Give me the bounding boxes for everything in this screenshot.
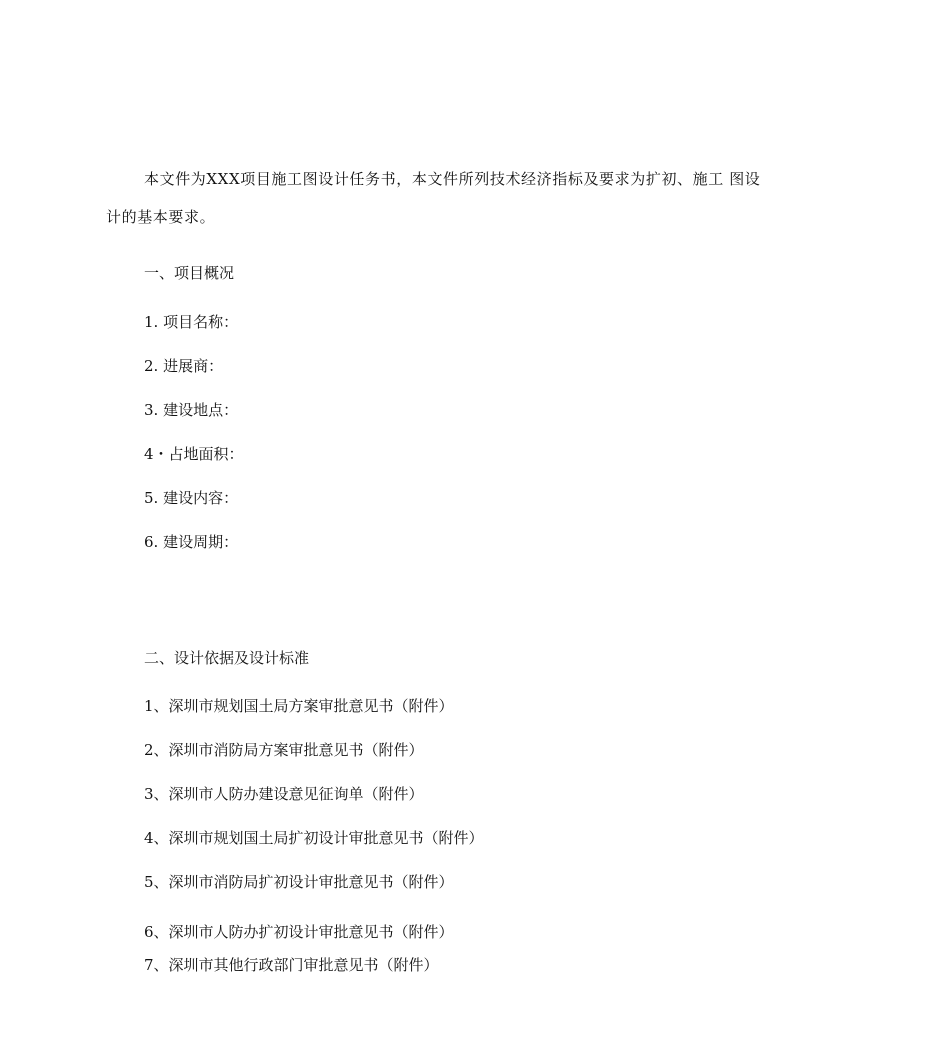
list-item-design-basis-1: 1、深圳市规划国土局方案审批意见书（附件）	[144, 697, 454, 715]
list-item-project-name: 1. 项目名称：	[144, 313, 239, 331]
list-item-design-basis-4: 4、深圳市规划国土局扩初设计审批意见书（附件）	[144, 829, 484, 847]
list-item-construction-period: 6. 建设周期：	[144, 533, 239, 551]
intro-paragraph-line-1: 本文件为XXX项目施工图设计任务书，本文件所列技术经济指标及要求为扩初、施工 图设	[144, 170, 761, 188]
list-item-design-basis-2: 2、深圳市消防局方案审批意见书（附件）	[144, 741, 424, 759]
list-item-land-area: 4・占地面积：	[144, 445, 244, 463]
list-item-location: 3. 建设地点：	[144, 401, 239, 419]
section-heading-project-overview: 一、项目概况	[144, 264, 235, 282]
list-item-design-basis-3: 3、深圳市人防办建设意见征询单（附件）	[144, 785, 424, 803]
list-item-design-basis-6: 6、深圳市人防办扩初设计审批意见书（附件）	[144, 923, 454, 941]
intro-paragraph-line-2: 计的基本要求。	[106, 208, 216, 226]
list-item-design-basis-5: 5、深圳市消防局扩初设计审批意见书（附件）	[144, 873, 454, 891]
section-heading-design-basis: 二、设计依据及设计标准	[144, 649, 310, 667]
list-item-design-basis-7: 7、深圳市其他行政部门审批意见书（附件）	[144, 956, 439, 974]
list-item-construction-content: 5. 建设内容：	[144, 489, 239, 507]
list-item-developer: 2. 进展商：	[144, 357, 224, 375]
